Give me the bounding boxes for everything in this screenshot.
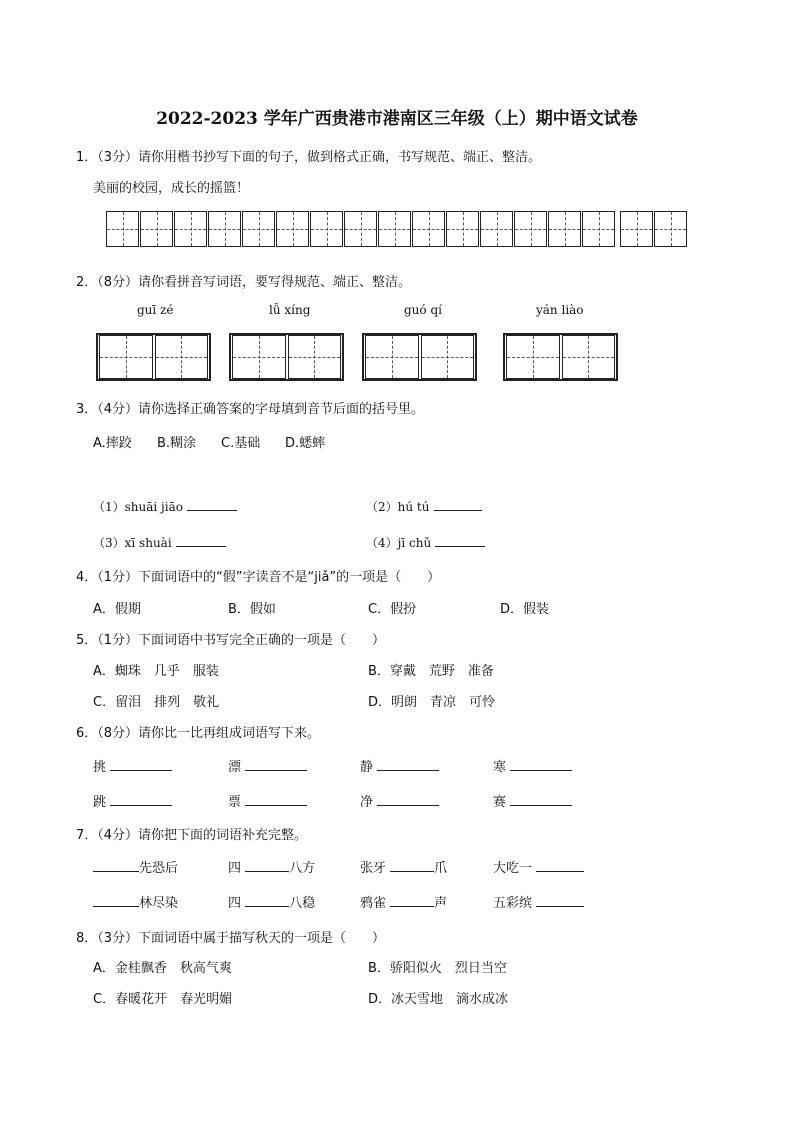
idiom-part: 五彩缤 <box>493 896 533 911</box>
option-a: A.摔跤 <box>93 436 132 451</box>
option-c: C．假扮 <box>368 602 417 617</box>
option-b: B．假如 <box>228 602 276 617</box>
grid-cell[interactable] <box>155 335 209 379</box>
idiom-part: 张牙 <box>360 861 387 876</box>
option-d: D.蟋蟀 <box>285 436 326 451</box>
answer-blank[interactable] <box>245 894 289 907</box>
q3-item: （3）xī shuài <box>93 536 172 550</box>
idiom-part: 大吃一 <box>493 861 533 876</box>
grid-cell[interactable] <box>310 211 343 247</box>
answer-blank[interactable] <box>536 894 584 907</box>
pinyin-label: guó qí <box>404 303 442 317</box>
option-b: B．穿戴 荒野 准备 <box>368 664 494 679</box>
question-8-stem: 8．（3分）下面词语中属于描写秋天的一项是（ ） <box>76 931 386 946</box>
compare-char: 净 <box>360 795 374 810</box>
grid-cell[interactable] <box>421 335 475 379</box>
answer-blank[interactable] <box>390 894 434 907</box>
answer-blank[interactable] <box>93 859 139 872</box>
grid-cell[interactable] <box>446 211 479 247</box>
grid-cell[interactable] <box>208 211 241 247</box>
answer-blank[interactable] <box>176 534 226 547</box>
question-4-stem: 4．（1分）下面词语中的“假”字读音不是“jiǎ”的一项是（ ） <box>76 570 441 585</box>
compare-char: 票 <box>228 795 242 810</box>
answer-blank[interactable] <box>187 498 237 511</box>
pinyin-answer-box[interactable] <box>362 333 477 381</box>
writing-grid[interactable] <box>106 211 713 249</box>
q3-item: （4）jī chǔ <box>366 536 432 550</box>
grid-cell[interactable] <box>242 211 275 247</box>
compare-char: 赛 <box>493 795 507 810</box>
answer-blank[interactable] <box>536 859 584 872</box>
idiom-part: 先恐后 <box>139 861 179 876</box>
compare-char: 静 <box>360 760 374 775</box>
grid-cell[interactable] <box>582 211 615 247</box>
answer-blank[interactable] <box>510 793 572 806</box>
grid-cell[interactable] <box>548 211 581 247</box>
question-7-stem: 7．（4分）请你把下面的词语补充完整。 <box>76 828 308 843</box>
grid-cell[interactable] <box>276 211 309 247</box>
q3-item: （1）shuāi jiāo <box>93 500 183 514</box>
answer-blank[interactable] <box>110 758 172 771</box>
question-6-stem: 6．（8分）请你比一比再组成词语写下来。 <box>76 726 321 741</box>
grid-cell[interactable] <box>562 335 616 379</box>
question-5-stem: 5．（1分）下面词语中书写完全正确的一项是（ ） <box>76 633 386 648</box>
question-1-stem: 1．（3分）请你用楷书抄写下面的句子，做到格式正确，书写规范、端正、整洁。 <box>76 150 542 165</box>
option-d: D．明朗 青凉 可怜 <box>368 695 496 710</box>
question-3-stem: 3．（4分）请你选择正确答案的字母填到音节后面的括号里。 <box>76 402 425 417</box>
answer-blank[interactable] <box>93 894 139 907</box>
grid-cell[interactable] <box>506 335 560 379</box>
option-d: D．冰天雪地 滴水成冰 <box>368 992 509 1007</box>
answer-blank[interactable] <box>245 859 289 872</box>
grid-cell[interactable] <box>654 211 687 247</box>
option-a: A．金桂飘香 秋高气爽 <box>93 961 232 976</box>
idiom-part: 爪 <box>434 861 448 876</box>
compare-char: 挑 <box>93 760 107 775</box>
pinyin-label: lǚ xíng <box>269 303 311 317</box>
answer-blank[interactable] <box>390 859 434 872</box>
option-b: B．骄阳似火 烈日当空 <box>368 961 507 976</box>
option-a: A．蜘珠 几乎 服装 <box>93 664 219 679</box>
idiom-part: 八稳 <box>289 896 316 911</box>
pinyin-answer-box[interactable] <box>503 333 618 381</box>
grid-cell[interactable] <box>106 211 139 247</box>
grid-cell[interactable] <box>514 211 547 247</box>
grid-cell[interactable] <box>412 211 445 247</box>
question-1-sentence: 美丽的校园，成长的摇篮！ <box>93 181 250 196</box>
answer-blank[interactable] <box>245 758 307 771</box>
grid-cell[interactable] <box>344 211 377 247</box>
pinyin-answer-box[interactable] <box>96 333 211 381</box>
pinyin-answer-box[interactable] <box>229 333 344 381</box>
pinyin-label: yán liào <box>536 303 584 317</box>
option-d: D．假装 <box>500 602 550 617</box>
idiom-part: 四 <box>228 896 242 911</box>
q3-item: （2）hú tú <box>366 500 430 514</box>
idiom-part: 林尽染 <box>139 896 179 911</box>
option-c: C．春暖花开 春光明媚 <box>93 992 233 1007</box>
option-c: C.基础 <box>221 436 261 451</box>
grid-cell[interactable] <box>620 211 653 247</box>
answer-blank[interactable] <box>245 793 307 806</box>
answer-blank[interactable] <box>510 758 572 771</box>
grid-cell[interactable] <box>365 335 419 379</box>
compare-char: 漂 <box>228 760 242 775</box>
grid-cell[interactable] <box>288 335 342 379</box>
grid-cell[interactable] <box>99 335 153 379</box>
answer-blank[interactable] <box>377 793 439 806</box>
grid-cell[interactable] <box>232 335 286 379</box>
grid-cell[interactable] <box>140 211 173 247</box>
answer-blank[interactable] <box>434 498 482 511</box>
answer-blank[interactable] <box>435 534 485 547</box>
idiom-part: 声 <box>434 896 448 911</box>
option-a: A．假期 <box>93 602 141 617</box>
option-c: C．留泪 排列 敬礼 <box>93 695 220 710</box>
question-2-stem: 2．（8分）请你看拼音写词语，要写得规范、端正、整洁。 <box>76 275 412 290</box>
grid-cell[interactable] <box>378 211 411 247</box>
compare-char: 寒 <box>493 760 507 775</box>
grid-cell[interactable] <box>480 211 513 247</box>
compare-char: 跳 <box>93 795 107 810</box>
grid-cell[interactable] <box>174 211 207 247</box>
page-title: 2022-2023 学年广西贵港市港南区三年级（上）期中语文试卷 <box>156 109 638 129</box>
option-b: B.糊涂 <box>157 436 197 451</box>
idiom-part: 四 <box>228 861 242 876</box>
idiom-part: 八方 <box>289 861 316 876</box>
answer-blank[interactable] <box>377 758 439 771</box>
idiom-part: 鸦雀 <box>360 896 387 911</box>
answer-blank[interactable] <box>110 793 172 806</box>
pinyin-label: guī zé <box>137 303 174 317</box>
